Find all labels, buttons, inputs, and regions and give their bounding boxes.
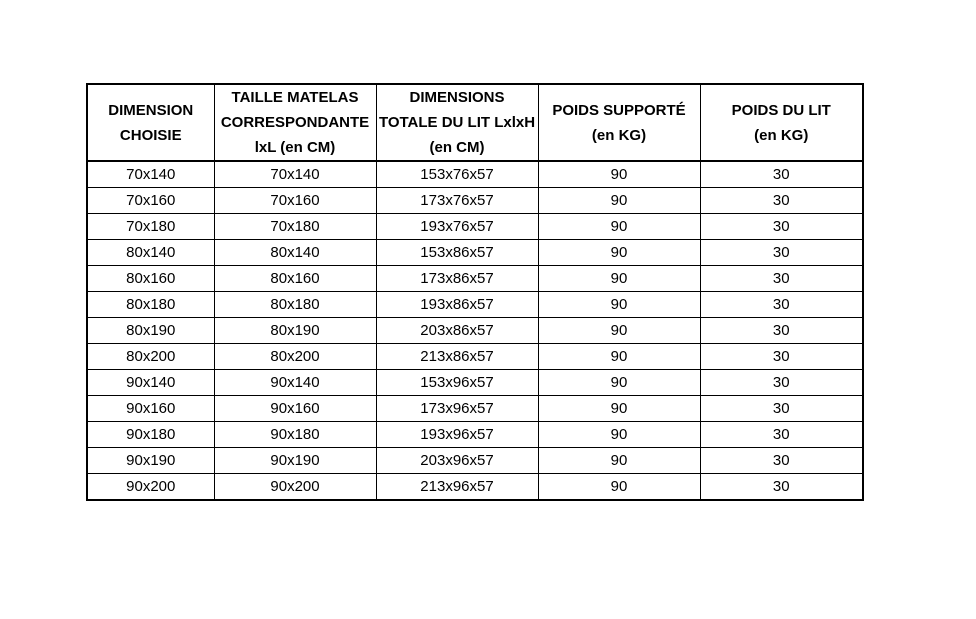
cell-poids-supporte: 90 <box>538 214 700 240</box>
table-row <box>87 318 863 344</box>
cell-poids-du-lit: 30 <box>700 292 863 318</box>
cell-dimensions-totale: 203x86x57 <box>376 318 538 344</box>
table-row <box>87 266 863 292</box>
table-row <box>87 188 863 214</box>
header-dimensions-totale: DIMENSIONS TOTALE DU LIT LxlxH (en CM) <box>376 84 538 161</box>
cell-dimensions-totale: 153x96x57 <box>376 370 538 396</box>
cell-dimensions-totale: 213x96x57 <box>376 474 538 501</box>
cell-dimension-choisie: 90x200 <box>87 474 214 501</box>
cell-poids-du-lit: 30 <box>700 240 863 266</box>
dimensions-table-container <box>86 83 864 501</box>
cell-dimension-choisie: 80x160 <box>87 266 214 292</box>
cell-dimensions-totale: 173x86x57 <box>376 266 538 292</box>
cell-taille-matelas: 70x140 <box>214 161 376 188</box>
cell-dimensions-totale: 153x86x57 <box>376 240 538 266</box>
cell-poids-du-lit: 30 <box>700 422 863 448</box>
cell-taille-matelas: 80x200 <box>214 344 376 370</box>
cell-dimension-choisie: 70x180 <box>87 214 214 240</box>
table-row <box>87 370 863 396</box>
cell-taille-matelas: 70x180 <box>214 214 376 240</box>
cell-dimension-choisie: 70x160 <box>87 188 214 214</box>
header-taille-matelas: TAILLE MATELAS CORRESPONDANTE lxL (en CM) <box>214 84 376 161</box>
cell-dimensions-totale: 173x76x57 <box>376 188 538 214</box>
cell-dimensions-totale: 193x86x57 <box>376 292 538 318</box>
table-row <box>87 292 863 318</box>
cell-dimension-choisie: 80x140 <box>87 240 214 266</box>
cell-taille-matelas: 90x140 <box>214 370 376 396</box>
cell-poids-du-lit: 30 <box>700 318 863 344</box>
cell-dimensions-totale: 153x76x57 <box>376 161 538 188</box>
cell-poids-supporte: 90 <box>538 448 700 474</box>
table-row <box>87 396 863 422</box>
cell-dimension-choisie: 90x180 <box>87 422 214 448</box>
cell-poids-supporte: 90 <box>538 318 700 344</box>
cell-poids-supporte: 90 <box>538 188 700 214</box>
cell-dimensions-totale: 193x96x57 <box>376 422 538 448</box>
header-row <box>87 84 863 161</box>
cell-dimension-choisie: 80x180 <box>87 292 214 318</box>
cell-poids-supporte: 90 <box>538 370 700 396</box>
cell-dimensions-totale: 193x76x57 <box>376 214 538 240</box>
cell-taille-matelas: 90x180 <box>214 422 376 448</box>
cell-taille-matelas: 80x160 <box>214 266 376 292</box>
cell-taille-matelas: 90x200 <box>214 474 376 501</box>
cell-dimension-choisie: 90x190 <box>87 448 214 474</box>
cell-poids-du-lit: 30 <box>700 344 863 370</box>
cell-dimension-choisie: 80x190 <box>87 318 214 344</box>
table-row <box>87 344 863 370</box>
cell-poids-du-lit: 30 <box>700 188 863 214</box>
cell-taille-matelas: 80x140 <box>214 240 376 266</box>
cell-poids-supporte: 90 <box>538 292 700 318</box>
table-row <box>87 214 863 240</box>
cell-poids-du-lit: 30 <box>700 396 863 422</box>
cell-dimensions-totale: 203x96x57 <box>376 448 538 474</box>
cell-poids-supporte: 90 <box>538 474 700 501</box>
cell-dimension-choisie: 90x140 <box>87 370 214 396</box>
cell-taille-matelas: 90x160 <box>214 396 376 422</box>
cell-dimension-choisie: 80x200 <box>87 344 214 370</box>
cell-poids-du-lit: 30 <box>700 474 863 501</box>
header-dimension-choisie: DIMENSION CHOISIE <box>87 84 214 161</box>
cell-poids-supporte: 90 <box>538 344 700 370</box>
cell-taille-matelas: 70x160 <box>214 188 376 214</box>
table-row <box>87 161 863 188</box>
header-poids-du-lit: POIDS DU LIT (en KG) <box>700 84 863 161</box>
dimensions-table <box>86 83 864 501</box>
cell-dimension-choisie: 70x140 <box>87 161 214 188</box>
header-poids-supporte: POIDS SUPPORTÉ (en KG) <box>538 84 700 161</box>
cell-poids-supporte: 90 <box>538 266 700 292</box>
table-row <box>87 240 863 266</box>
cell-poids-du-lit: 30 <box>700 448 863 474</box>
table-header <box>87 84 863 161</box>
cell-poids-supporte: 90 <box>538 161 700 188</box>
table-body <box>87 161 863 500</box>
cell-poids-du-lit: 30 <box>700 161 863 188</box>
cell-poids-du-lit: 30 <box>700 214 863 240</box>
cell-poids-supporte: 90 <box>538 396 700 422</box>
cell-poids-du-lit: 30 <box>700 370 863 396</box>
cell-dimensions-totale: 173x96x57 <box>376 396 538 422</box>
cell-poids-supporte: 90 <box>538 422 700 448</box>
table-row <box>87 448 863 474</box>
cell-dimension-choisie: 90x160 <box>87 396 214 422</box>
cell-taille-matelas: 80x190 <box>214 318 376 344</box>
table-row <box>87 422 863 448</box>
cell-dimensions-totale: 213x86x57 <box>376 344 538 370</box>
cell-poids-supporte: 90 <box>538 240 700 266</box>
cell-taille-matelas: 80x180 <box>214 292 376 318</box>
cell-taille-matelas: 90x190 <box>214 448 376 474</box>
table-row <box>87 474 863 501</box>
cell-poids-du-lit: 30 <box>700 266 863 292</box>
